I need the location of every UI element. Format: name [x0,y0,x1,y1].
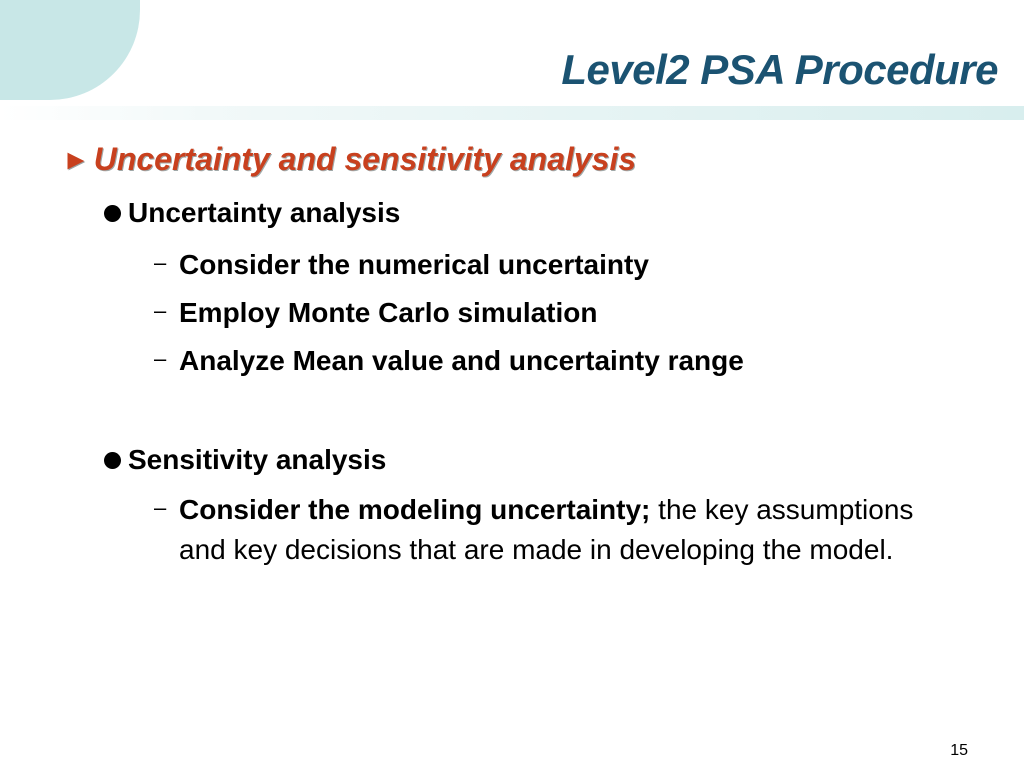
bullet-label: Sensitivity analysis [128,444,387,475]
round-bullet-icon [104,205,121,222]
sub-bullet-text: Employ Monte Carlo simulation [179,297,598,328]
sub-bullet [154,293,914,333]
page-number: 15 [950,742,968,759]
slide-title: Level2 PSA Procedure [561,46,998,93]
bullet-label: Uncertainty analysis [128,197,401,228]
sub-bullet [154,341,914,381]
triangle-bullet-icon: ► [62,143,90,175]
dash-bullet-icon: – [154,495,167,520]
dash-bullet-icon: – [154,250,167,275]
dash-bullet-icon: – [154,298,167,323]
round-bullet-icon [104,452,121,469]
sub-bullet [154,490,914,570]
main-bullet-text: Uncertainty and sensitivity analysis [93,141,637,177]
dash-bullet-icon: – [154,346,167,371]
sub-bullet-normal-text: the key assumptions and key decisions that are made in developing the model. [179,494,914,565]
sub-bullet-text: Analyze Mean value and uncertainty range [179,345,744,376]
corner-decoration [0,0,140,100]
main-bullet [62,141,636,178]
bullet-uncertainty-analysis [104,197,400,229]
sub-bullet-text: Consider the numerical uncertainty [179,249,649,280]
sub-bullet-bold-text: Consider the modeling uncertainty; [179,494,651,525]
bullet-sensitivity-analysis [104,444,386,476]
sub-bullet [154,245,914,285]
title-divider-band [0,106,1024,120]
